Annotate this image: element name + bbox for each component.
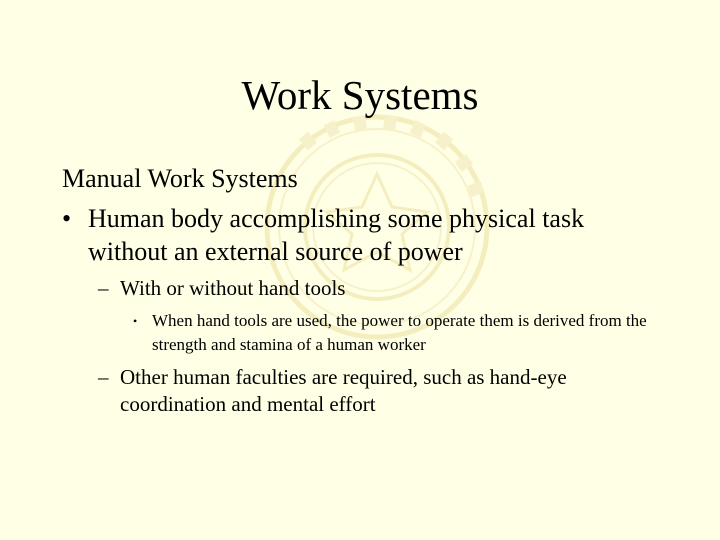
- bullet-marker: •: [62, 204, 72, 233]
- dash-marker: –: [98, 365, 109, 389]
- bullet-text: Human body accomplishing some physical task without an external source of power: [88, 204, 585, 266]
- bullet-text: With or without hand tools: [120, 276, 346, 300]
- bullet-item-level2: [98, 275, 668, 302]
- bullet-item-level1: [62, 202, 662, 268]
- bullet-text: When hand tools are used, the power to operate them is derived from the strength and stamina of a human worker: [152, 311, 647, 354]
- bullet-item-level3: [133, 309, 693, 357]
- bullet-marker: •: [133, 314, 138, 328]
- section-heading: Manual Work Systems: [62, 164, 298, 193]
- bullet-text: Other human faculties are required, such as hand-eye coordination and mental effort: [120, 365, 567, 416]
- dash-marker: –: [98, 276, 109, 300]
- bullet-item-level2: [98, 364, 668, 418]
- slide-title: Work Systems: [241, 72, 479, 118]
